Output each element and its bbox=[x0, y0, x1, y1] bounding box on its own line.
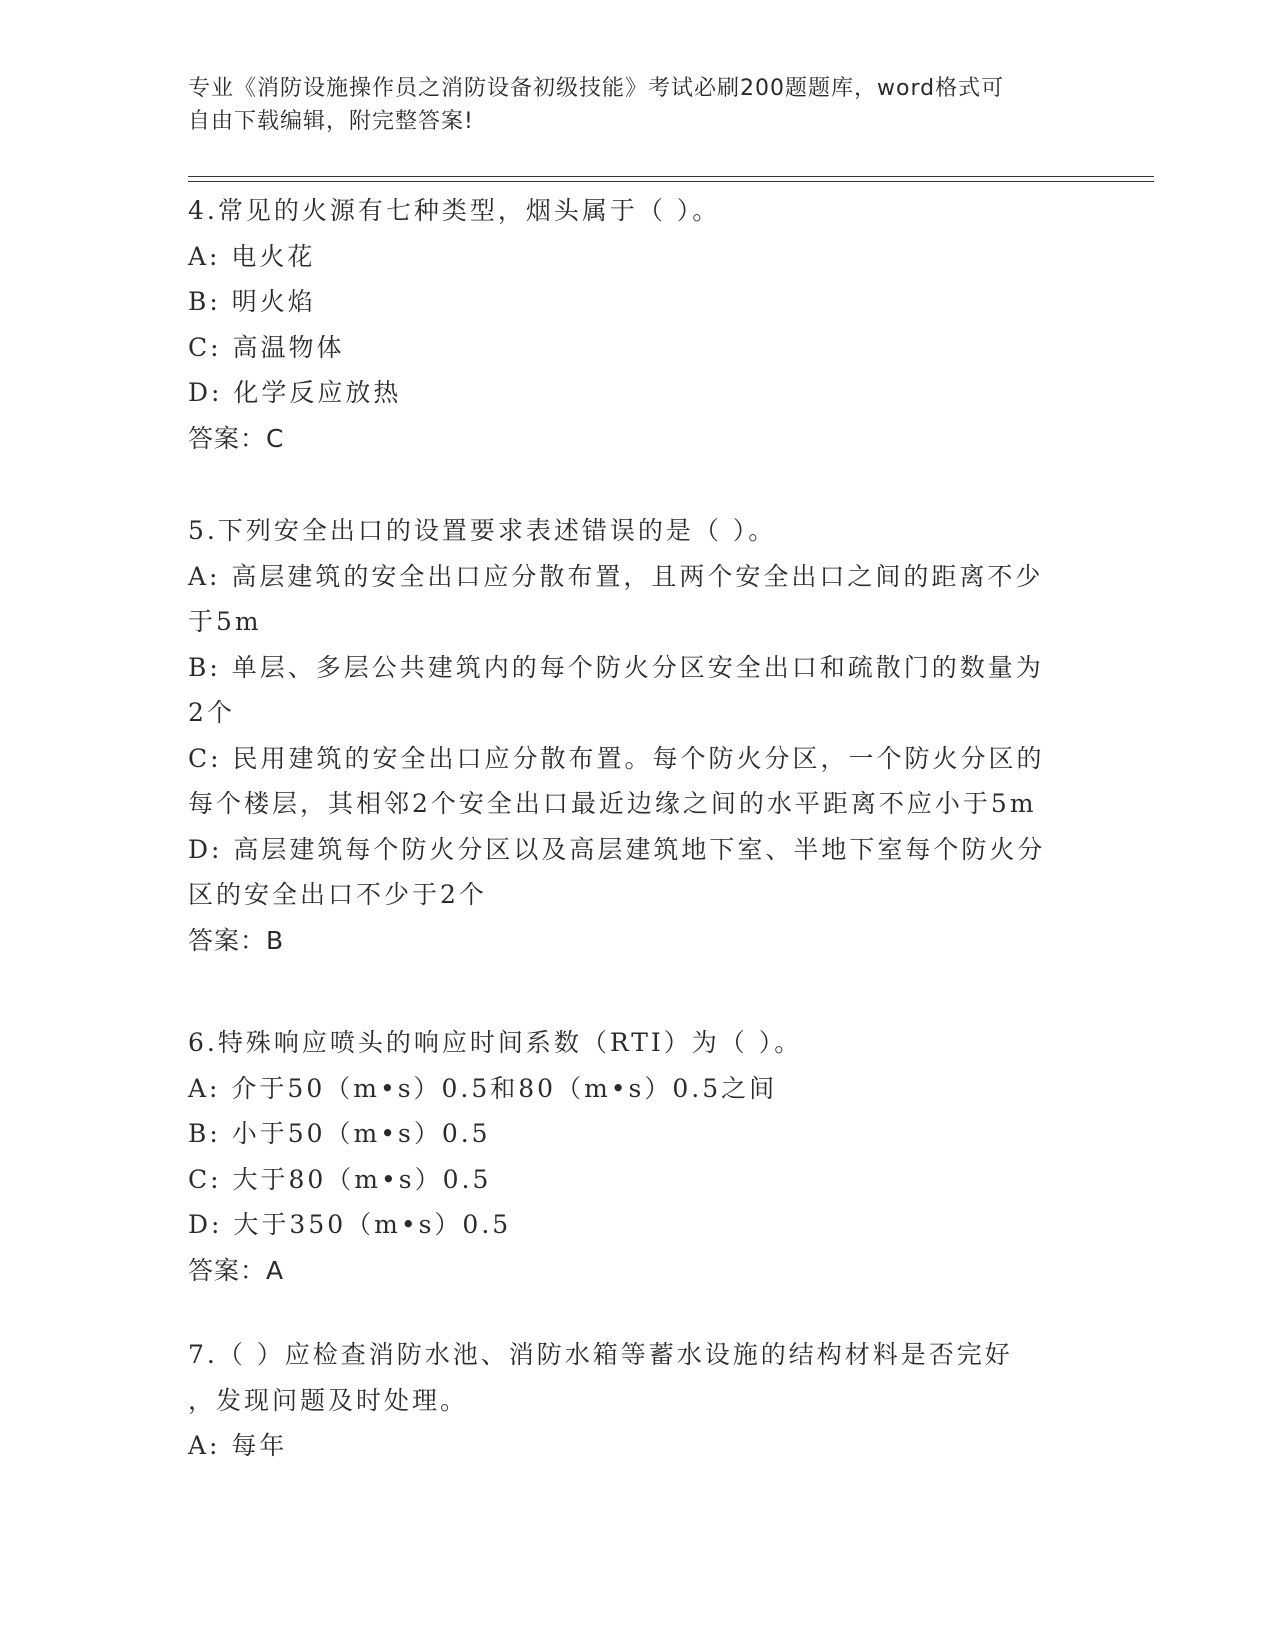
option-b-continued: 2个 bbox=[188, 698, 235, 727]
question-stem: 6.特殊响应喷头的响应时间系数（RTI）为（ ）。 bbox=[188, 1028, 803, 1057]
option-d-continued: 区的安全出口不少于2个 bbox=[188, 880, 487, 909]
option-b: B: 单层、多层公共建筑内的每个防火分区安全出口和疏散门的数量为 bbox=[188, 652, 1044, 682]
answer-line: 答案：B bbox=[188, 925, 285, 955]
answer-line: 答案：C bbox=[188, 423, 285, 453]
option-a-continued: 于5m bbox=[188, 607, 262, 636]
header-line-1: 专业《消防设施操作员之消防设备初级技能》考试必刷200题题库，word格式可 bbox=[188, 76, 1005, 101]
question-stem-continued: ，发现问题及时处理。 bbox=[188, 1385, 469, 1415]
option-c: C: 大于80（m•s）0.5 bbox=[188, 1164, 492, 1194]
option-d: D: 高层建筑每个防火分区以及高层建筑地下室、半地下室每个防火分 bbox=[188, 834, 1046, 864]
question-6 bbox=[188, 1020, 1088, 1293]
option-b: B: 小于50（m•s）0.5 bbox=[188, 1119, 491, 1148]
header-divider-bottom bbox=[188, 181, 1154, 182]
option-c-continued: 每个楼层，其相邻2个安全出口最近边缘之间的水平距离不应小于5m bbox=[188, 789, 1037, 818]
option-a: A: 高层建筑的安全出口应分散布置，且两个安全出口之间的距离不少 bbox=[188, 561, 1044, 591]
document-header bbox=[188, 72, 1068, 138]
header-line-2: 自由下载编辑，附完整答案! bbox=[188, 109, 474, 134]
question-4 bbox=[188, 188, 1088, 461]
option-c: C: 高温物体 bbox=[188, 332, 345, 362]
answer-line: 答案：A bbox=[188, 1255, 285, 1285]
question-stem: 4.常见的火源有七种类型，烟头属于（ ）。 bbox=[188, 196, 721, 225]
question-stem: 7.（ ）应检查消防水池、消防水箱等蓄水设施的结构材料是否完好 bbox=[188, 1340, 1013, 1369]
option-d: D: 大于350（m•s）0.5 bbox=[188, 1210, 512, 1239]
question-7 bbox=[188, 1332, 1088, 1469]
option-a: A: 每年 bbox=[188, 1431, 288, 1460]
header-divider-top bbox=[188, 176, 1154, 177]
option-d: D: 化学反应放热 bbox=[188, 378, 402, 407]
question-stem: 5.下列安全出口的设置要求表述错误的是（ ）。 bbox=[188, 516, 777, 545]
option-a: A: 电火花 bbox=[188, 241, 316, 271]
option-c: C: 民用建筑的安全出口应分散布置。每个防火分区，一个防火分区的 bbox=[188, 743, 1045, 773]
question-5 bbox=[188, 508, 1088, 963]
option-b: B: 明火焰 bbox=[188, 287, 316, 316]
option-a: A: 介于50（m•s）0.5和80（m•s）0.5之间 bbox=[188, 1073, 778, 1103]
